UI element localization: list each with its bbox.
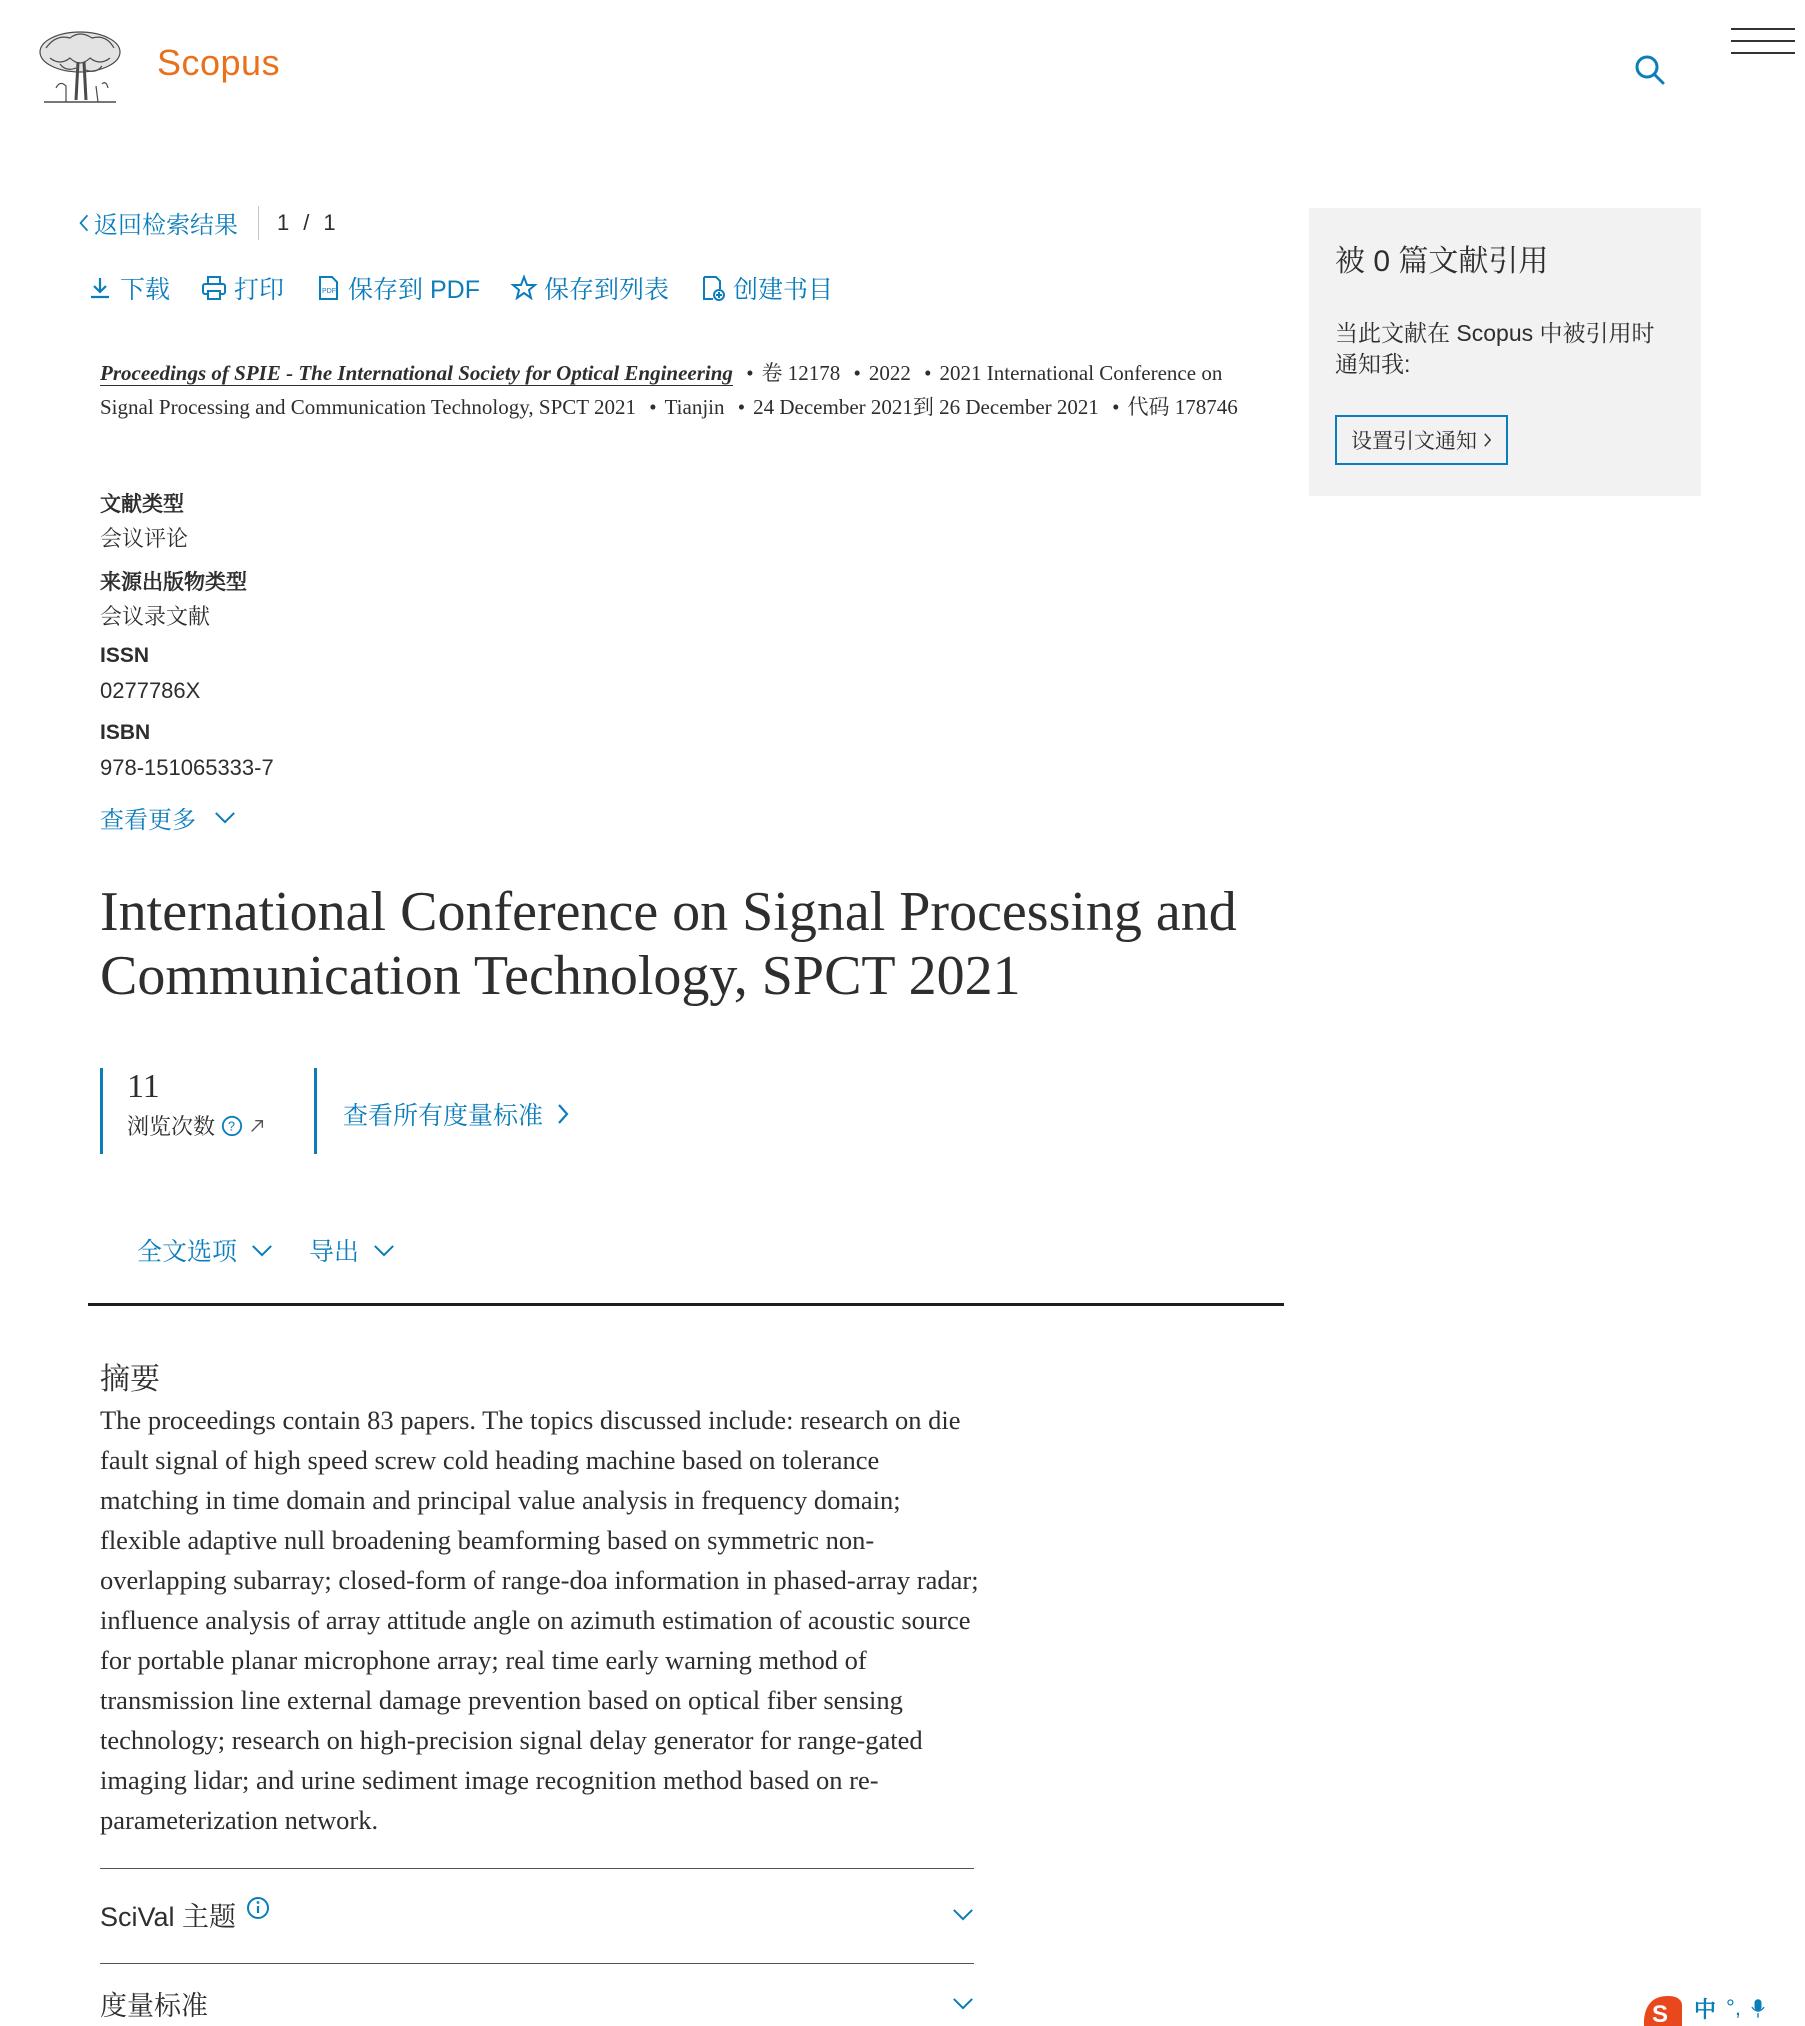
volume: 卷 12178 bbox=[761, 361, 841, 385]
metric-divider bbox=[314, 1068, 317, 1154]
search-icon bbox=[1630, 50, 1670, 90]
source-info: Proceedings of SPIE - The International Society for Optical Engineering • 卷 12178 • 2022 • 2021 International Conference on Signal Processing and Communication Technology, SPCT 2021 • Tianjin • 24 December 2021到 26 December 2021 • 代码 178746 bbox=[100, 361, 1238, 419]
save-pdf-label: 保存到 PDF bbox=[348, 276, 480, 304]
svg-text:?: ? bbox=[227, 1118, 236, 1134]
conference-location: Tianjin bbox=[664, 395, 725, 419]
chevron-down-icon bbox=[251, 1244, 273, 1257]
view-all-metrics-link[interactable] bbox=[343, 1096, 569, 1132]
page-current: 1 bbox=[277, 210, 290, 235]
chevron-left-icon bbox=[78, 212, 90, 234]
isbn-value: 978-151065333-7 bbox=[100, 755, 274, 780]
abstract-heading: 摘要 bbox=[100, 1363, 160, 1396]
views-label: 浏览次数 bbox=[127, 1114, 216, 1139]
printer-icon bbox=[200, 274, 228, 302]
all-metrics-label: 查看所有度量标准 bbox=[343, 1102, 544, 1130]
accordion-divider bbox=[100, 1963, 974, 1964]
metrics-accordion[interactable] bbox=[100, 1984, 974, 2023]
scival-topics-label: SciVal 主题 bbox=[100, 1902, 237, 1932]
pdf-file-icon bbox=[314, 274, 342, 302]
set-citation-alert-button[interactable] bbox=[1335, 415, 1508, 465]
microphone-icon bbox=[1751, 1997, 1765, 2019]
svg-text:S: S bbox=[1652, 2001, 1669, 2026]
isbn-label: ISBN bbox=[100, 721, 151, 744]
document-title: International Conference on Signal Processing and Communication Technology, SPCT 2021 bbox=[100, 881, 1237, 1007]
ime-language-indicator: 中 bbox=[1694, 1996, 1717, 2022]
search-button[interactable] bbox=[1630, 50, 1670, 90]
citations-panel bbox=[1309, 208, 1701, 496]
accordion-divider bbox=[100, 1868, 974, 1869]
chevron-right-icon bbox=[1483, 432, 1492, 448]
document-options bbox=[137, 1232, 395, 1268]
see-more-label: 查看更多 bbox=[100, 807, 196, 834]
chevron-down-icon bbox=[214, 811, 236, 824]
chevron-down-icon bbox=[952, 1908, 974, 1921]
export-dropdown[interactable] bbox=[309, 1232, 395, 1268]
full-text-options-label: 全文选项 bbox=[137, 1238, 238, 1266]
metrics-accordion-label: 度量标准 bbox=[100, 1991, 208, 2021]
conference-dates: 24 December 2021到 26 December 2021 bbox=[753, 395, 1099, 419]
see-more-toggle[interactable] bbox=[100, 800, 236, 835]
star-icon bbox=[510, 274, 538, 302]
chevron-down-icon bbox=[952, 1997, 974, 2010]
result-pager bbox=[258, 206, 336, 240]
full-text-options-dropdown[interactable] bbox=[137, 1232, 273, 1268]
back-to-results-link[interactable] bbox=[78, 205, 238, 240]
set-citation-alert-label: 设置引文通知 bbox=[1351, 430, 1477, 453]
ime-toolbar[interactable] bbox=[1640, 1990, 1805, 2026]
download-button[interactable] bbox=[86, 270, 170, 306]
scopus-brand[interactable]: Scopus bbox=[157, 42, 281, 83]
doc-type-value: 会议评论 bbox=[100, 526, 189, 551]
help-circle-icon[interactable] bbox=[221, 1115, 243, 1137]
source-type-label: 来源出版物类型 bbox=[100, 571, 247, 594]
views-count: 11 bbox=[127, 1068, 160, 1105]
create-bibliography-button[interactable] bbox=[699, 270, 833, 306]
ime-punctuation-icon: °, bbox=[1726, 1995, 1741, 2020]
sogou-ime-icon bbox=[1640, 1990, 1684, 2026]
bibliography-add-icon bbox=[699, 274, 727, 302]
conference-code: 代码 178746 bbox=[1127, 395, 1238, 419]
cited-by-heading: 被 0 篇文献引用 bbox=[1335, 245, 1549, 278]
journal-link[interactable]: Proceedings of SPIE - The International Society for Optical Engineering bbox=[100, 361, 733, 385]
elsevier-logo[interactable] bbox=[36, 28, 124, 108]
conference-name: 2021 International Conference on Signal Processing and Communication Technology, SPCT 2021 bbox=[100, 361, 1223, 419]
chevron-down-icon bbox=[373, 1244, 395, 1257]
external-link-arrow-icon[interactable] bbox=[249, 1118, 265, 1134]
issn-label: ISSN bbox=[100, 644, 150, 667]
export-label: 导出 bbox=[309, 1238, 360, 1266]
page-separator: / bbox=[303, 210, 310, 235]
year: 2022 bbox=[868, 361, 911, 385]
section-divider bbox=[88, 1303, 1284, 1306]
hamburger-menu-icon[interactable] bbox=[1731, 28, 1795, 60]
create-bibliography-label: 创建书目 bbox=[733, 276, 834, 304]
save-pdf-button[interactable] bbox=[314, 270, 480, 306]
issn-value: 0277786X bbox=[100, 678, 201, 703]
download-label: 下载 bbox=[120, 276, 171, 304]
download-icon bbox=[86, 274, 114, 302]
citation-alert-text: 当此文献在 Scopus 中被引用时通知我: bbox=[1335, 320, 1655, 377]
abstract-text: The proceedings contain 83 papers. The topics discussed include: research on die fault signal of high speed screw cold heading machine based on tolerance matching in time domain and principal value analysis in frequency domain; flexible adaptive null broadening beamforming based on symmetric non-overlapping subarray; closed-form of range-doa information in phased-array radar; influence analysis of array attitude angle on azimuth estimation of acoustic source for portable planar microphone array; real time early warning method of transmission line external damage prevention based on optical fiber sensing technology; research on high-precision signal delay generator for range-gated imaging lidar; and urine sediment image recognition method based on re-parameterization network. bbox=[100, 1405, 979, 1835]
source-type-value: 会议录文献 bbox=[100, 604, 211, 629]
info-icon[interactable] bbox=[246, 1896, 270, 1920]
print-button[interactable] bbox=[200, 270, 284, 306]
scival-topics-accordion[interactable] bbox=[100, 1895, 974, 1934]
chevron-right-icon bbox=[557, 1103, 569, 1125]
page-total: 1 bbox=[323, 210, 336, 235]
views-metric bbox=[100, 1068, 317, 1154]
elsevier-tree-logo-icon bbox=[36, 28, 124, 108]
document-toolbar bbox=[86, 270, 833, 306]
print-label: 打印 bbox=[234, 276, 285, 304]
doc-type-label: 文献类型 bbox=[100, 493, 184, 516]
back-label: 返回检索结果 bbox=[94, 212, 238, 239]
svg-text:PDF: PDF bbox=[322, 288, 337, 295]
save-to-list-label: 保存到列表 bbox=[543, 276, 669, 304]
save-to-list-button[interactable] bbox=[510, 270, 669, 306]
